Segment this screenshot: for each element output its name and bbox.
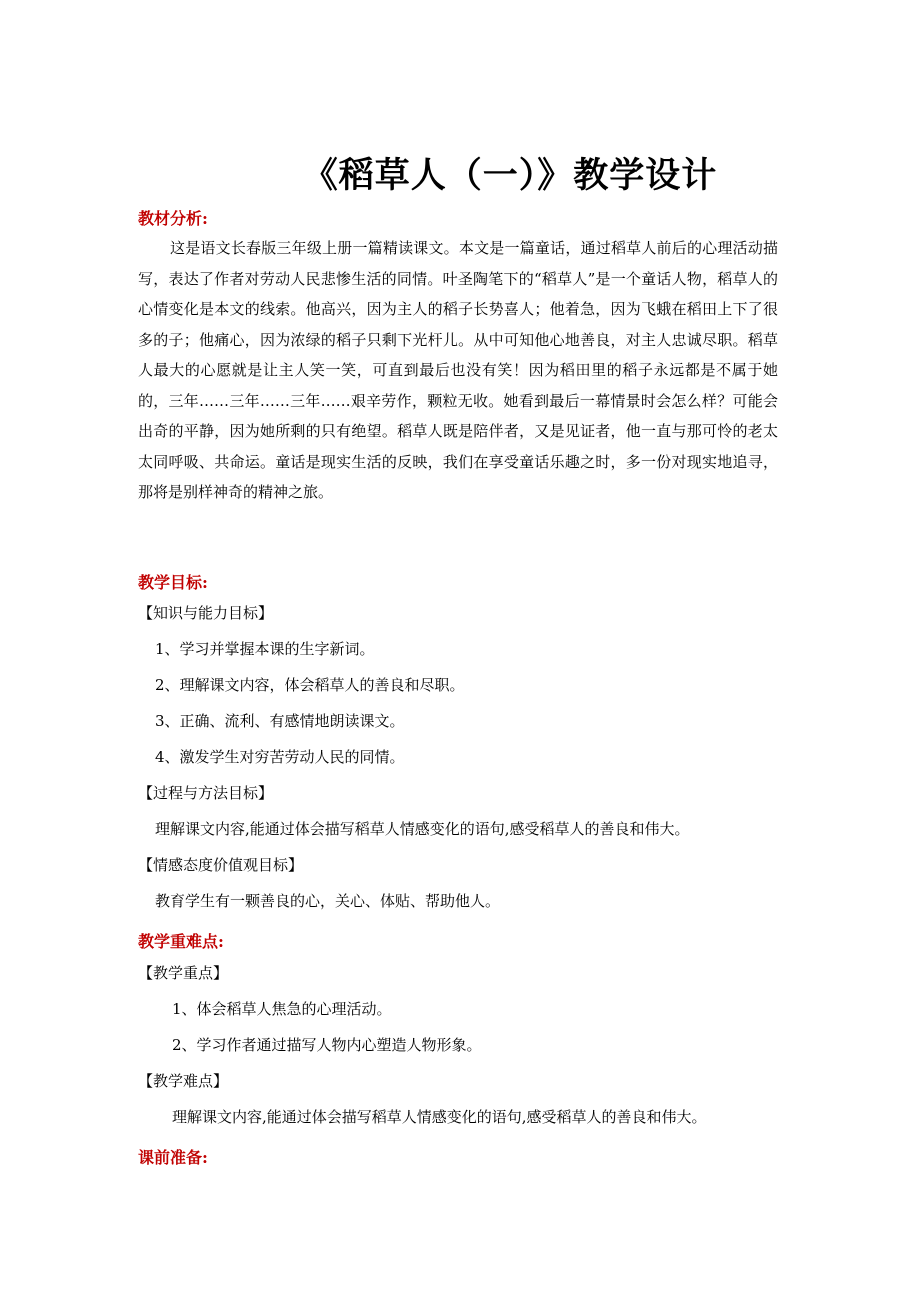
knowledge-goal-item-3: 3、正确、流利、有感情地朗读课文。 [155,712,405,730]
key-point-item-2: 2、学习作者通过描写人物内心塑造人物形象。 [172,1036,482,1054]
heading-textbook-analysis: 教材分析: [138,209,208,228]
key-point-label: 【教学重点】 [138,964,229,982]
process-goal-text: 理解课文内容,能通过体会描写稻草人情感变化的语句,感受稻草人的善良和伟大。 [155,820,690,838]
emotion-goal-label: 【情感态度价值观目标】 [138,856,304,874]
emotion-goal-text: 教育学生有一颗善良的心，关心、体贴、帮助他人。 [155,892,501,910]
process-goal-label: 【过程与方法目标】 [138,784,274,802]
analysis-paragraph: 这是语文长春版三年级上册一篇精读课文。本文是一篇童话，通过稻草人前后的心理活动描写，表达了作者对劳动人民悲惨生活的同情。叶圣陶笔下的“稻草人”是一个童话人物，稻草人的心情变化是本文的线索。他高兴，因为主人的稻子长势喜人；他着急，因为飞蛾在稻田上下了很多的子；他痛心，因为浓绿的稻子只剩下光杆儿。从中可知他心地善良，对主人忠诚尽职。稻草人最大的心愿就是让主人笑一笑，可直到最后也没有笑！因为稻田里的稻子永远都是不属于她的，三年……三年……三年……艰辛劳作，颗粒无收。她看到最后一幕情景时会怎么样？可能会出奇的平静，因为她所剩的只有绝望。稻草人既是陪伴者，又是见证者，他一直与那可怜的老太太同呼吸、共命运。童话是现实生活的反映，我们在享受童话乐趣之时，多一份对现实地追寻，那将是别样神奇的精神之旅。 [138,239,778,501]
heading-teaching-goals: 教学目标: [138,573,208,592]
difficulty-text: 理解课文内容,能通过体会描写稻草人情感变化的语句,感受稻草人的善良和伟大。 [172,1108,707,1126]
heading-pre-class-preparation: 课前准备: [138,1148,208,1167]
document-title: 《稻草人（一）》教学设计 [302,155,718,196]
knowledge-goal-item-1: 1、学习并掌握本课的生字新词。 [155,640,375,658]
key-point-item-1: 1、体会稻草人焦急的心理活动。 [172,1000,392,1018]
difficulty-label: 【教学难点】 [138,1072,229,1090]
knowledge-goal-item-2: 2、理解课文内容，体会稻草人的善良和尽职。 [155,676,465,694]
knowledge-goal-item-4: 4、激发学生对穷苦劳动人民的同情。 [155,748,405,766]
heading-key-difficult-points: 教学重难点: [138,932,224,951]
knowledge-goal-label: 【知识与能力目标】 [138,604,274,622]
